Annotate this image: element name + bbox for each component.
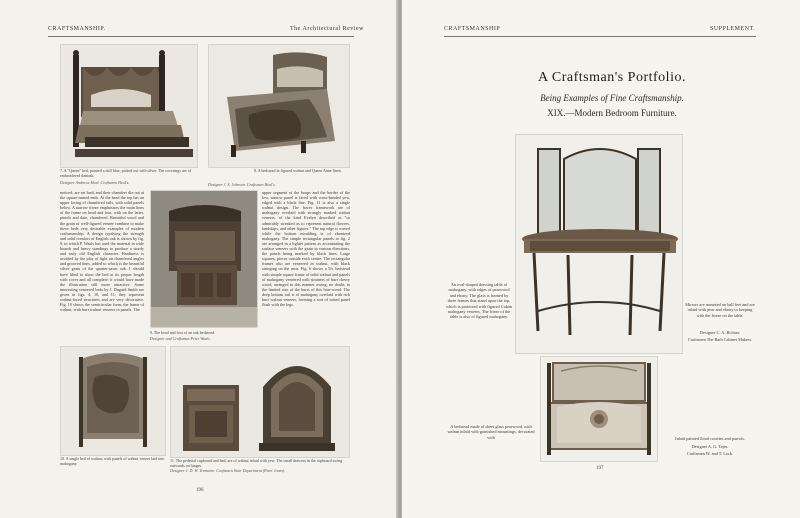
portfolio-title: A Craftsman's Portfolio. bbox=[538, 70, 686, 85]
dressing-table-craftsmen: Craftsmen The Bath Cabinet Makers. bbox=[687, 337, 753, 342]
right-head-rule bbox=[444, 36, 756, 37]
dressing-table-illustration bbox=[516, 135, 682, 353]
bed-craftsmen: Craftsmen W. and T. Lock. bbox=[686, 451, 734, 456]
credit-fig-7: Designer Ambrose Heal. Craftsmen Heal's. bbox=[60, 180, 130, 185]
caption-fig-10: 10. A single bed of walnut, with panels of walnut veneer laid into mahogany. bbox=[60, 456, 165, 466]
left-running-head-right: The Architectural Review bbox=[290, 26, 364, 32]
portfolio-subtitle: Being Examples of Fine Craftsmanship. bbox=[540, 93, 684, 103]
figure-walnut-bedstead bbox=[208, 44, 350, 168]
left-folio: 196 bbox=[196, 488, 204, 493]
credit-fig-9: Designer and Craftsman Peter Waals. bbox=[150, 336, 211, 341]
figure-walnut-single-bed bbox=[60, 346, 166, 456]
caption-fig-7: 7. A "Queen" bed, painted a dull blue, picked out with silver. The coverings are of embroidered damask. bbox=[60, 168, 192, 178]
right-page bbox=[402, 0, 800, 518]
cupboard-and-bed-illustration bbox=[171, 347, 349, 457]
body-column-1 bbox=[60, 190, 144, 338]
figure-queen-bed bbox=[60, 44, 198, 168]
caption-fig-11: 11. The pedestal cupboard and bed, are of walnut inlaid with yew. The small drawers in the cupboard swing outwards on hinges. bbox=[170, 458, 343, 468]
bed-caption-left: A bedstead made of sheet glass pearwood, with walnut inlaid with garnished mountings, decorated with bbox=[447, 424, 535, 440]
figure-oak-bedstead bbox=[150, 190, 258, 328]
left-running-head-left: CRAFTSMANSHIP. bbox=[48, 26, 106, 32]
left-head-rule bbox=[48, 36, 354, 37]
oak-bedstead-illustration bbox=[151, 191, 257, 327]
credit-fig-8: Designer J. S. Johnson. Craftsmen Heal's. bbox=[208, 182, 276, 187]
bed-designer: Designer A. G. Tajes. bbox=[691, 444, 729, 449]
credit-fig-11: Designer J. D. W. Tremaine. Craftsmen Stair Department (Peter Jones). bbox=[170, 468, 286, 473]
queen-bed-illustration bbox=[61, 45, 197, 167]
dressing-table-caption-left: An oval-shaped dressing table of mahogany, with edges of pearwood and ebony. The glass is framed by three frames that stand upon the top, which is protected with figured Cuban mahogany veneers. The frieze of the table is also of figured mahogany. bbox=[446, 282, 512, 320]
right-running-head-right: SUPPLEMENT. bbox=[710, 26, 756, 32]
figure-painted-bed bbox=[540, 356, 658, 462]
right-folio: 197 bbox=[596, 466, 604, 471]
body-column-2-paragraph: upper segment of the hoops and the border of the low, narrow panel is faced with cross-banded yew, edged with a black line. Fig. 11 is also a single walnut design. The lower framework are of mahogany overlaid with strongly marked walnut veneers, of the kind Evelyn described as "so admirably streaked as to represent natural flowers, landskips, and other figures." The top edge is waved while the bottom moulding is of ebonized mahogany. The simple rectangular panels to fig. 2 are arranged in a lighter pattern as accentuating the surface veneers with the grain in various directions, the panels being marked by black lines. Large squares; pieces outside each centre. The rectangular frames also are veneered in walnut, with black stringing on the arris. Fig. 6 shows a 5ft. bedstead with simple square frame of solid walnut and panels of mahogany veneered with strainers of burr cherry wood, arranged in this manner owing, no doubt, to the limited size of the burrs of this burr-wood. The deep bottom rail is of mahogany overlaid with rich burr walnut veneers, forming a sort of raised panel flush with the legs. bbox=[262, 190, 350, 308]
walnut-bedstead-illustration bbox=[209, 45, 349, 167]
left-page bbox=[0, 0, 398, 518]
bed-caption-right: Inlaid painted floral rosettes and parrots. bbox=[675, 436, 745, 441]
body-column-1-paragraph: noticed, are set back and their chamfers die out at the square-turned ends. At the head the top has an upper facing of chamfered rails, with solid panels below. A narrow frieze emphasizes the main lines of the frame on head and foot, with on the latter, pintels and date, chamfered. Beautiful wood and the grain of well-figured veneer combine to make these beds very desirable examples of modern craftsmanship. A design typifying the strength and solid comfort of English oak is shown by fig. 9, in which P. Waals has used the material in wide boards and heavy standings to produce a sturdy and truly old English character. Hardiness is avoided by the play of light on chamfered angles and grooved lines, added to which is the beautiful silver grain of the quarter-sawn oak. I should have liked to show the bed at its proper length with cover and all complete: it would have made the illustration still more attractive. Some interesting veneered beds by J. Duguid Smith are given in figs. 4, 10, and 11; they represent walnut-faced structures and are very decorative. Fig. 10 shows the semicircular form, the frame of walnut, with burr walnut veneers in panels. The bbox=[60, 190, 144, 313]
body-column-2 bbox=[262, 190, 350, 340]
figure-cupboard-and-bed bbox=[170, 346, 350, 458]
figure-dressing-table bbox=[515, 134, 683, 354]
walnut-single-bed-illustration bbox=[61, 347, 165, 455]
caption-fig-8: 8. A bedstead in figured walnut and Queen Anne linen. bbox=[254, 168, 342, 173]
caption-fig-9: 9. The head and foot of an oak bedstead. bbox=[150, 330, 215, 335]
portfolio-number: XIX.—Modern Bedroom Furniture. bbox=[547, 108, 677, 118]
right-running-head-left: CRAFTSMANSHIP bbox=[444, 26, 501, 32]
dressing-table-designer: Designer C. A. Richter. bbox=[699, 330, 741, 335]
dressing-table-caption-right: Mirrors are mounted on ball feet and are inlaid with pear and ebony to keeping with the frieze on the table. bbox=[685, 302, 755, 318]
painted-bed-illustration bbox=[541, 357, 657, 461]
